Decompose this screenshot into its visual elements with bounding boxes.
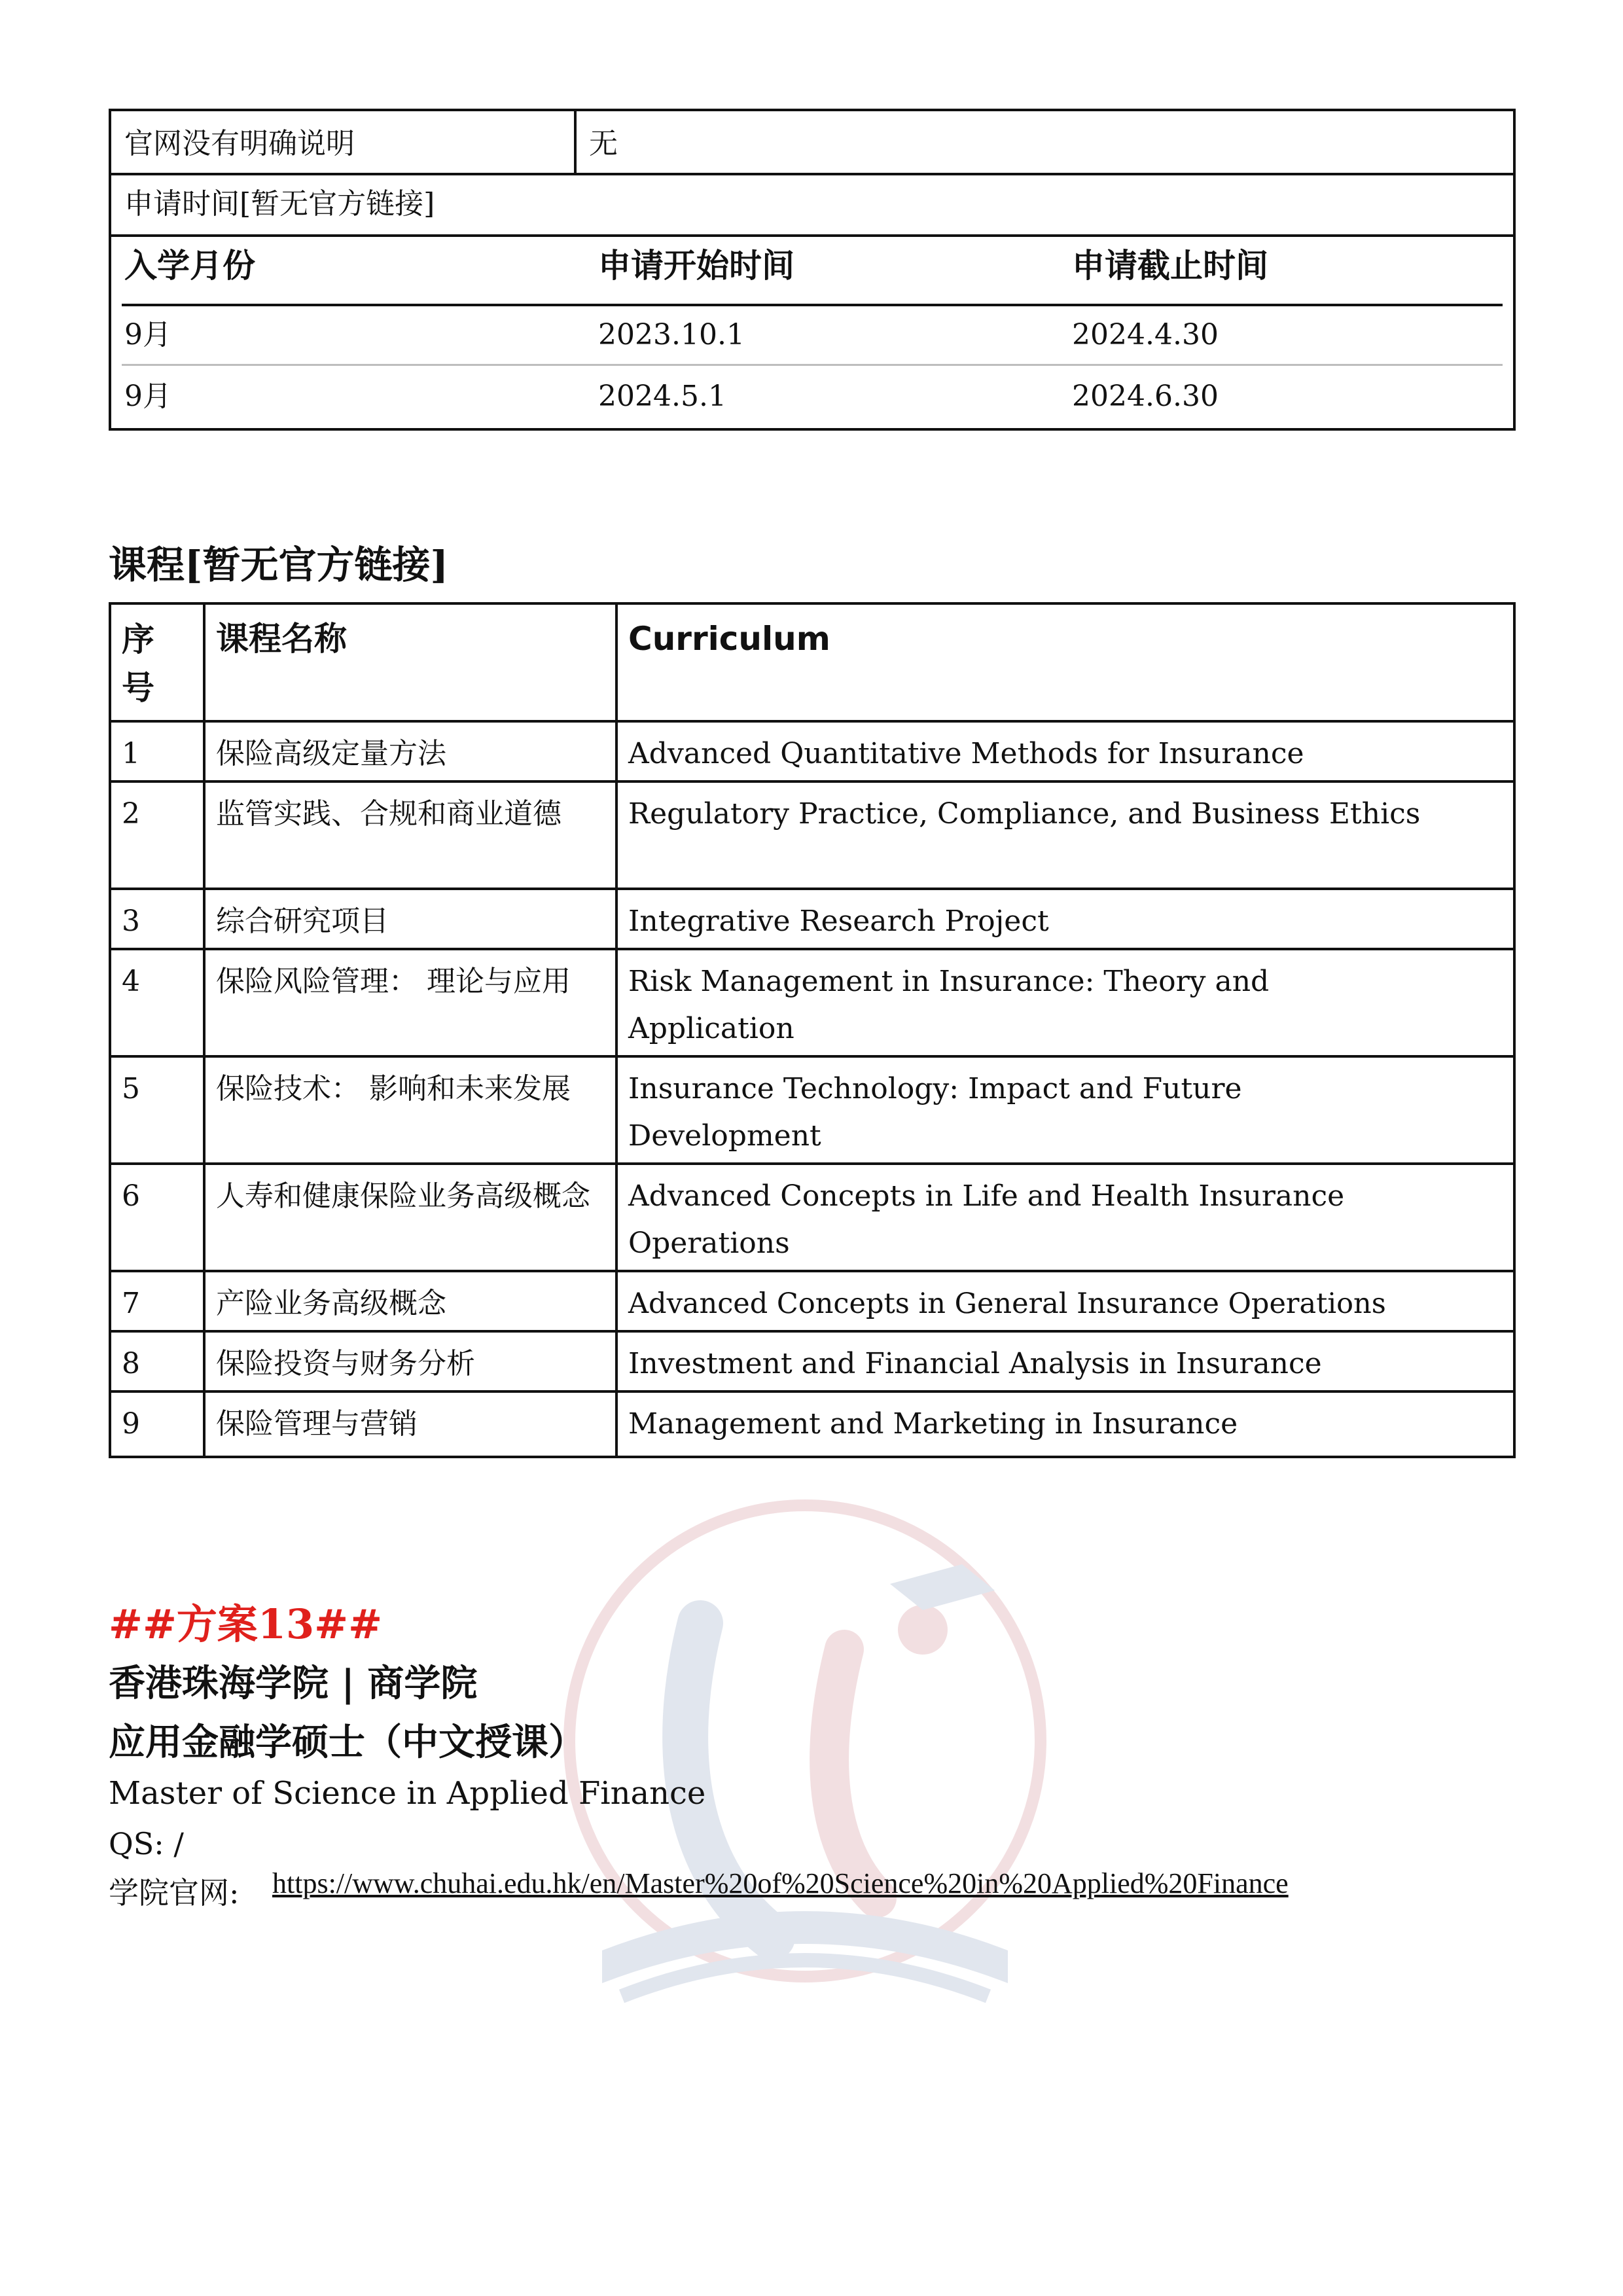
info-value: 无 <box>589 127 618 160</box>
divider <box>111 948 1513 950</box>
program-name-cn: 应用金融学硕士（中文授课） <box>109 1721 585 1764</box>
header-index-text: 序号 <box>122 620 154 707</box>
program-name-en: Master of Science in Applied Finance <box>109 1775 706 1812</box>
course-name-en: Advanced Concepts in Life and Health Insurance Operations <box>628 1179 1345 1260</box>
divider <box>111 1055 1513 1058</box>
course-name-cn: 保险管理与营销 <box>216 1407 418 1441</box>
divider <box>574 111 577 174</box>
divider <box>615 605 618 1456</box>
header-intake-month: 入学月份 <box>124 246 255 285</box>
course-table <box>109 602 1516 1458</box>
start-date: 2023.10.1 <box>598 318 745 351</box>
deadline: 2024.6.30 <box>1072 380 1219 413</box>
divider <box>122 364 1503 366</box>
course-name-cn: 保险高级定量方法 <box>216 737 446 770</box>
website-link[interactable]: https://www.chuhai.edu.hk/en/Master%20of%20Science%20in%20Applied%20Finance <box>272 1867 1289 1899</box>
courses-section-title: 课程[暂无官方链接] <box>109 543 448 587</box>
intake-month: 9月 <box>124 318 171 351</box>
course-name-en: Advanced Concepts in General Insurance Operations <box>628 1287 1386 1320</box>
course-name-cn: 保险风险管理： 理论与应用 <box>216 965 571 998</box>
header-curriculum: Curriculum <box>628 620 830 658</box>
course-name-en: Regulatory Practice, Compliance, and Business Ethics <box>628 797 1421 831</box>
qs-ranking: QS: / <box>109 1826 184 1861</box>
course-index: 8 <box>122 1347 140 1380</box>
header-course-name: 课程名称 <box>216 619 347 658</box>
divider <box>203 605 205 1456</box>
course-name-en: Insurance Technology: Impact and Future Development <box>628 1072 1242 1153</box>
header-index <box>122 615 194 712</box>
course-index: 5 <box>122 1072 140 1105</box>
divider <box>111 1390 1513 1393</box>
course-name-cn: 保险技术： 影响和未来发展 <box>216 1072 571 1105</box>
divider <box>111 1162 1513 1165</box>
divider <box>111 1270 1513 1272</box>
course-name-cn: 人寿和健康保险业务高级概念 <box>216 1179 590 1213</box>
course-name-cn: 产险业务高级概念 <box>216 1287 446 1320</box>
course-name-en: Integrative Research Project <box>628 905 1049 938</box>
course-name-en: Risk Management in Insurance: Theory and Application <box>628 965 1270 1045</box>
header-start-date: 申请开始时间 <box>598 246 794 285</box>
course-index: 4 <box>122 965 140 998</box>
course-name-cn: 监管实践、合规和商业道德 <box>216 797 562 831</box>
course-index: 1 <box>122 737 140 770</box>
start-date: 2024.5.1 <box>598 380 726 413</box>
course-index: 7 <box>122 1287 140 1320</box>
divider <box>111 720 1513 723</box>
divider <box>111 888 1513 890</box>
info-label: 官网没有明确说明 <box>124 127 355 160</box>
divider <box>111 173 1513 175</box>
course-name-en: Investment and Financial Analysis in Insurance <box>628 1347 1322 1380</box>
watermark-logo <box>537 1479 1073 2029</box>
course-index: 6 <box>122 1179 140 1213</box>
header-deadline: 申请截止时间 <box>1072 246 1268 285</box>
course-name-en: Advanced Quantitative Methods for Insurance <box>628 737 1304 770</box>
program-tag: ##方案13## <box>109 1600 383 1648</box>
school-name: 香港珠海学院 | 商学院 <box>109 1662 478 1705</box>
course-name-cn: 综合研究项目 <box>216 905 389 938</box>
divider <box>111 780 1513 783</box>
apply-time-title: 申请时间[暂无官方链接] <box>124 187 435 221</box>
divider <box>111 1330 1513 1333</box>
course-index: 2 <box>122 797 140 831</box>
divider <box>111 234 1513 237</box>
deadline: 2024.4.30 <box>1072 318 1219 351</box>
admission-info-table <box>109 109 1516 431</box>
divider <box>122 304 1503 306</box>
course-index: 9 <box>122 1407 140 1441</box>
course-name-en: Management and Marketing in Insurance <box>628 1407 1238 1441</box>
course-index: 3 <box>122 905 140 938</box>
intake-month: 9月 <box>124 380 171 413</box>
course-name-cn: 保险投资与财务分析 <box>216 1347 475 1380</box>
website-label: 学院官网: <box>109 1875 240 1910</box>
